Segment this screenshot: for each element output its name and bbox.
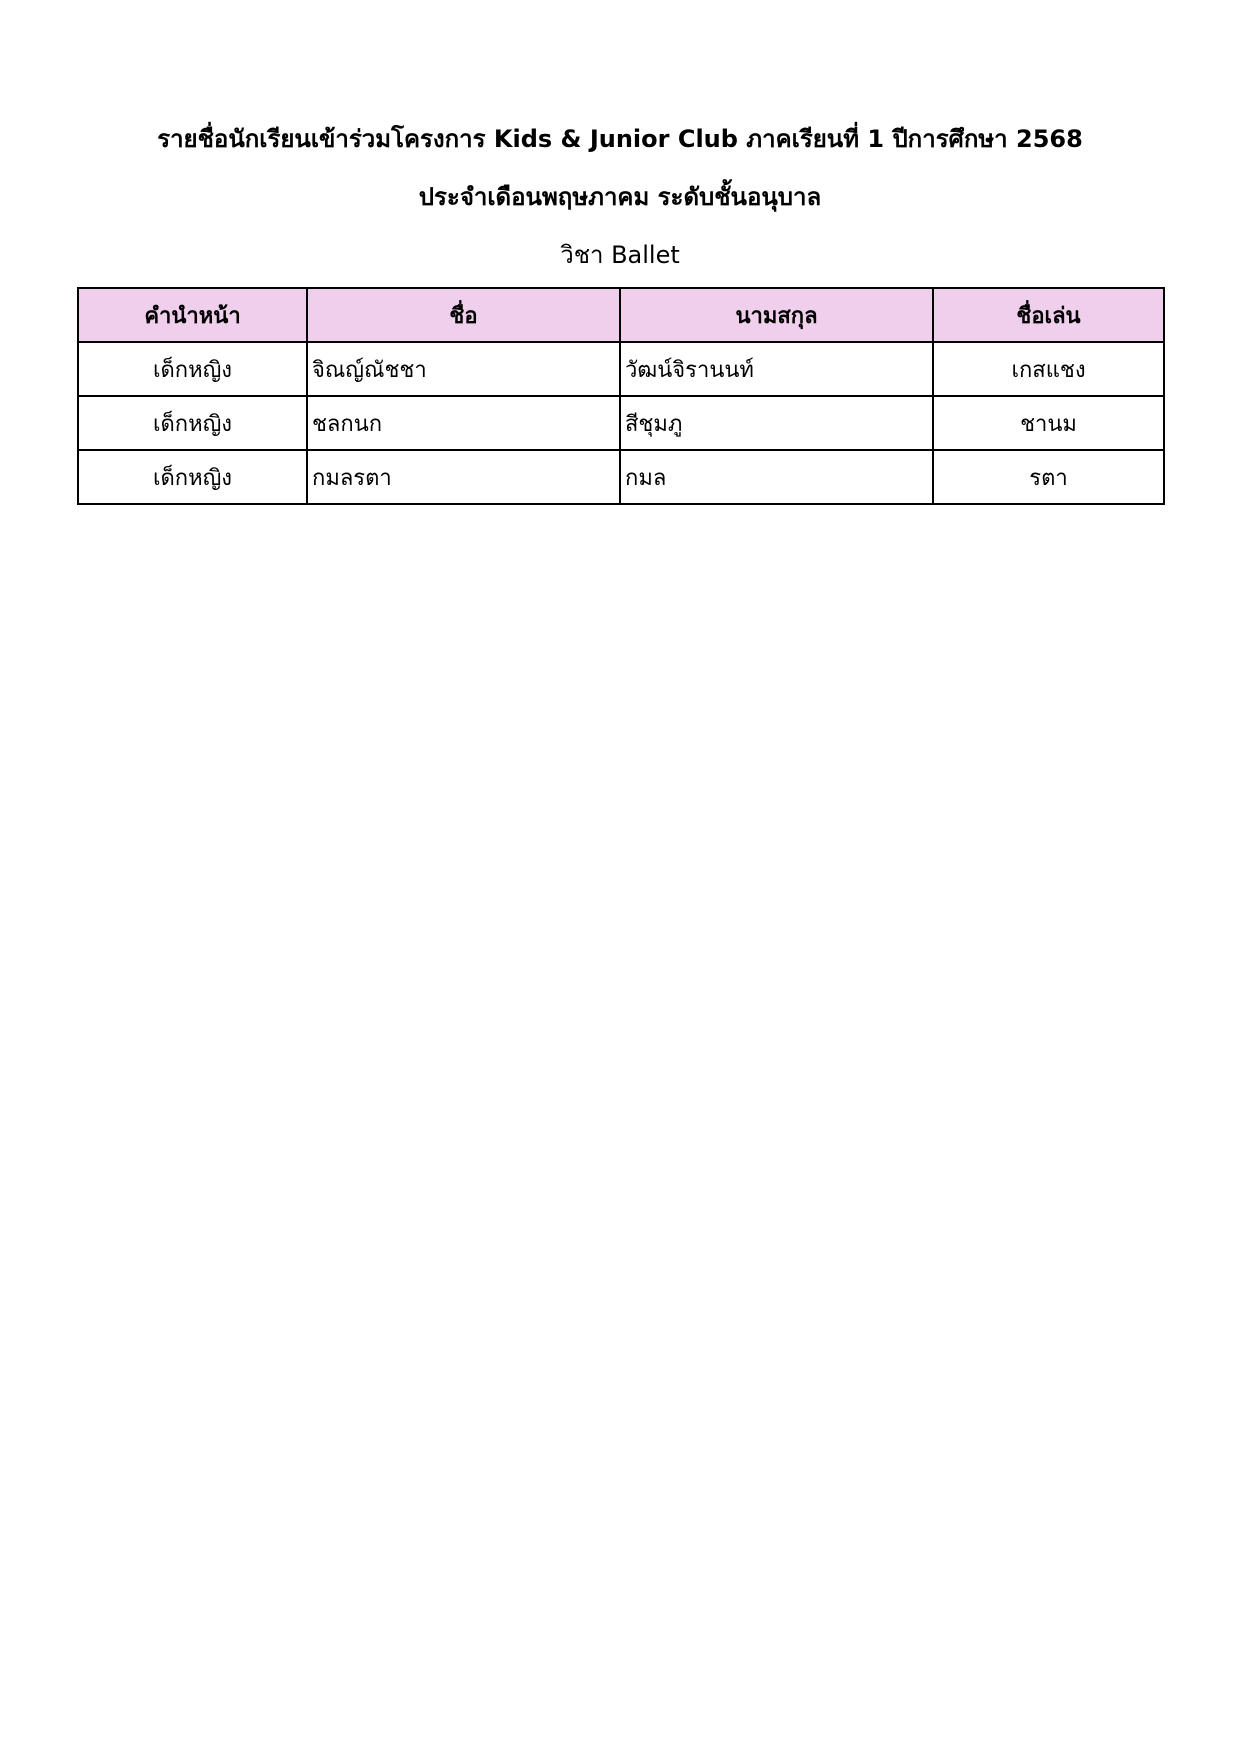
table-row xyxy=(78,450,1164,504)
document-subtitle: ประจำเดือนพฤษภาคม ระดับชั้นอนุบาล xyxy=(418,183,822,211)
table-row xyxy=(78,396,1164,450)
cell-prefix: เด็กหญิง xyxy=(78,396,307,450)
cell-nickname: รตา xyxy=(933,450,1164,504)
cell-last-name: สีชุมภู xyxy=(620,396,933,450)
column-header-prefix: คำนำหน้า xyxy=(78,288,307,342)
cell-first-name: กมลรตา xyxy=(307,450,620,504)
cell-first-name: จิณญ์ณัชชา xyxy=(307,342,620,396)
table-row xyxy=(78,342,1164,396)
cell-first-name: ชลกนก xyxy=(307,396,620,450)
column-header-first-name: ชื่อ xyxy=(307,288,620,342)
cell-last-name: กมล xyxy=(620,450,933,504)
cell-prefix: เด็กหญิง xyxy=(78,342,307,396)
cell-prefix: เด็กหญิง xyxy=(78,450,307,504)
cell-nickname: ชานม xyxy=(933,396,1164,450)
subject-heading: วิชา Ballet xyxy=(560,241,680,269)
cell-last-name: วัฒน์จิรานนท์ xyxy=(620,342,933,396)
column-header-nickname: ชื่อเล่น xyxy=(933,288,1164,342)
column-header-last-name: นามสกุล xyxy=(620,288,933,342)
document-title: รายชื่อนักเรียนเข้าร่วมโครงการ Kids & Junior Club ภาคเรียนที่ 1 ปีการศึกษา 2568 xyxy=(157,125,1083,153)
student-roster-table xyxy=(77,287,1165,505)
table-header-row xyxy=(78,288,1164,342)
cell-nickname: เกสแชง xyxy=(933,342,1164,396)
